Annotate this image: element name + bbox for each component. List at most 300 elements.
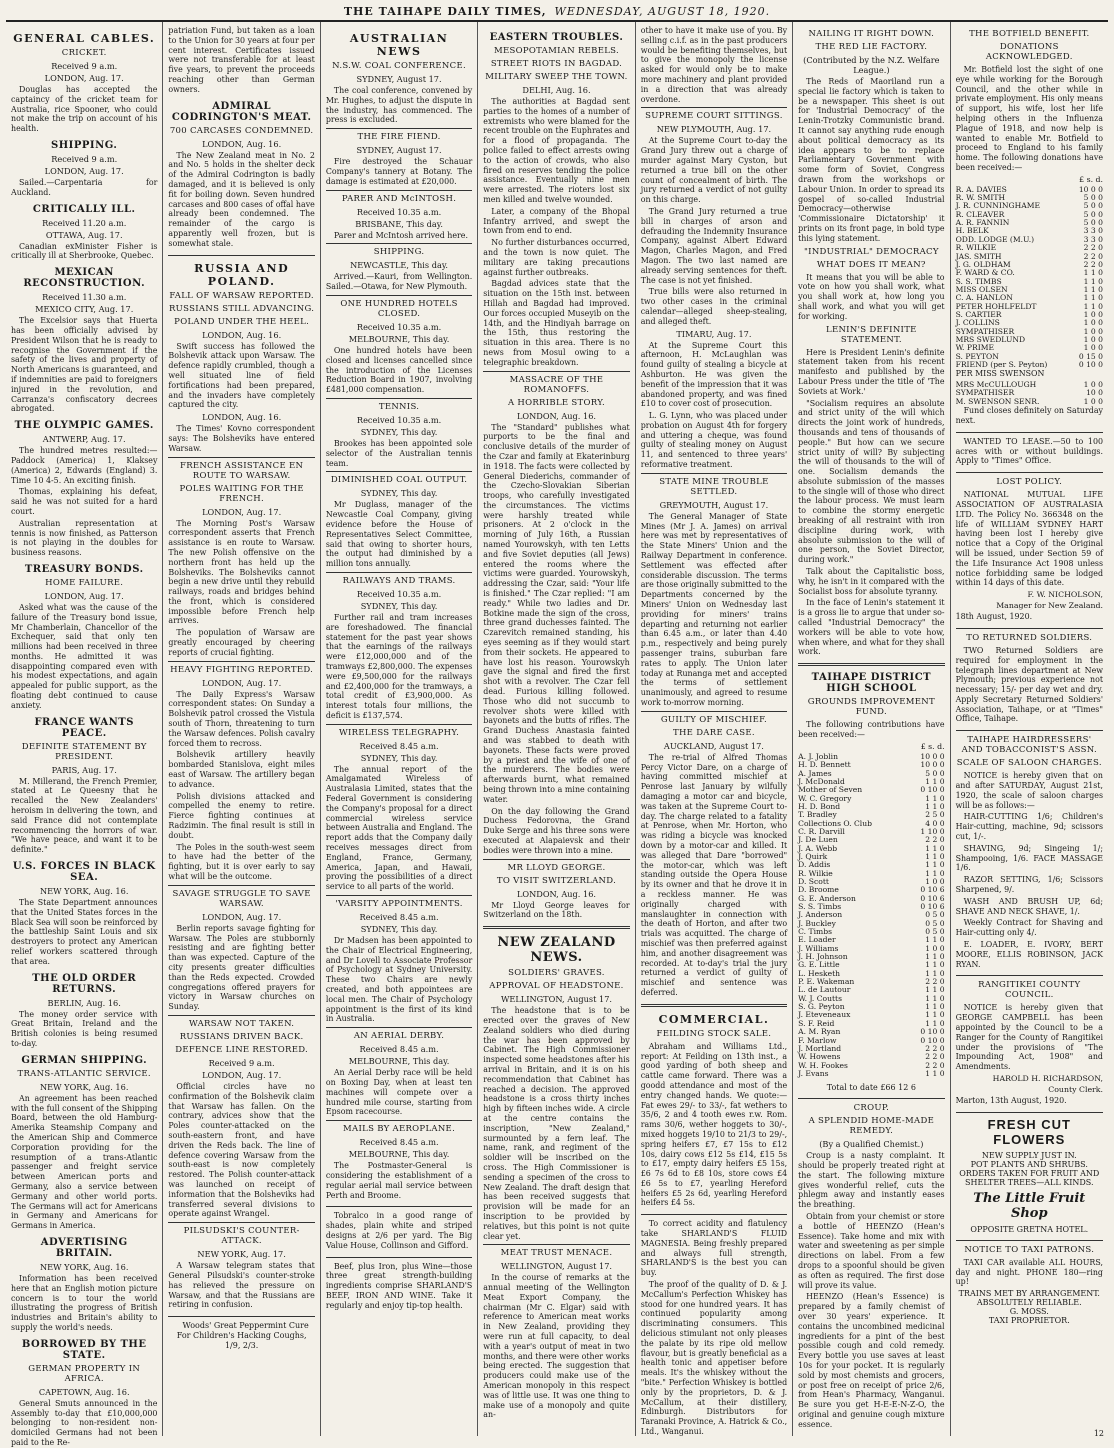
dateline: NEW YORK, Aug. 17.: [197, 1249, 286, 1260]
donor-name: J. COLLINS: [955, 318, 1000, 328]
headline: RUSSIA AND POLAND.: [194, 261, 290, 288]
donation-amount: 10 0: [1086, 388, 1103, 398]
headline: DIMINISHED COAL OUTPUT.: [326, 471, 472, 485]
donation-amount: 2 2 0: [925, 1043, 945, 1053]
donation-amount: 1 1 0: [1083, 284, 1103, 294]
donation-amount: 2 5 0: [925, 810, 945, 820]
article-text: The authorities at Bagdad sent parties to the homes of a number of extremists who were blamed for the recent trouble on the Euphrates and for a flood of propaganda. The police failed to effect arrests owing to the action of crowds, who also fired on reserves tending the police assistance. Eventually nine men were arrested. The rioters lost six men killed and twelve wounded.: [483, 97, 630, 204]
donation-amount: 1 1 0: [925, 776, 945, 786]
donor-name: R. CLEAVER: [955, 209, 1005, 219]
received-time: Received 9 a.m.: [51, 61, 118, 71]
subheadline: DONATIONS ACKNOWLEDGED.: [985, 42, 1073, 62]
headline: FRANCE WANTS PEACE.: [34, 716, 134, 739]
dateline: CAPETOWN, Aug. 16.: [38, 1386, 130, 1397]
article-text: The "Standard" publishes what purports to be the final and conclusive details of the murder of the Czar and family at Ekaterinburg in 1918. The facts were collected by General Diederichs, commander of the Czecho-Slovakian Siberian troops, who carefully investigated the circumstances. The victims were harshly treated while prisoners. At 2 o'clock in the morning of July 16th, a Russian named Yourowskyh, with ten Letts and five Soviet deputies (all Jews) entered the rooms where the victims were guarded. Yourowskyh, addressing the Czar, said: "Your life is finished." The Czar replied: "I am ready." While two ladies and Dr. Botkine made the sign of the cross, three grand duchesses fainted. The Czarevitch remained standing, his eyes seeming as if they would start from their sockets. He appeared to have lost his reason. Yourowskyh gave the signal and fired the first shot with a revolver. The Czar fell dead. Furious killing followed. Those who did not succumb to revolver shots were killed with bayonets and the butts of rifles. The Grand Duchess Anastasia fainted and was stabbed to death with bayonets. These facts were proved by a priest and the wife of one of the murderers. The bodies were afterwards burnt, what remained being thrown into a mine containing water.: [483, 422, 630, 804]
advertisement: Tobralco in a good range of shades, plain white and striped designs at 2/6 per yard. The Big Value House, Collinson and Gifford.: [325, 1211, 473, 1250]
article-text: Bagdad advices state that the situation on the 15th inst. between Hillah and Bagdad had improved. Our forces occupied Museyib on the 14th, and the Hindiyah barrage on the 15th, thus restoring the situation in this area. There is no news from Mosul owing to a telegraphic breakdown.: [483, 279, 630, 367]
dateline: LONDON, Aug. 16.: [202, 329, 282, 340]
article-text: The Times' Kovno correspondent says: The Bolsheviks have entered Warsaw.: [168, 424, 315, 453]
notice-text: WASH AND BRUSH UP, 6d; SHAVE AND NECK SHAVE, 1/.: [955, 896, 1103, 916]
table-row: [956, 398, 1103, 406]
byline: (By a Qualified Chemist.): [819, 1139, 924, 1150]
donation-amount: 1 1 0: [925, 868, 945, 878]
subheadline: HOME FAILURE.: [45, 577, 124, 588]
donation-amount: 10 0 0: [920, 760, 945, 770]
donor-name: L. de Lautour: [798, 985, 851, 995]
dateline: LONDON, Aug. 17.: [202, 506, 282, 517]
article-text: General Smuts announced in the Assembly to-day that £10,000,000 belonging to non-resident non-domiciled Germans had not been paid to the Re-: [11, 1398, 158, 1447]
donor-name: C. Timbs: [798, 927, 832, 937]
headline: THE OLD ORDER RETURNS.: [32, 972, 137, 995]
donor-name: A. M. Ryan: [798, 1027, 841, 1037]
headline: MASSACRE OF THE ROMANOFFS.: [483, 371, 629, 395]
table-row: [956, 361, 1103, 369]
divider: [641, 1004, 787, 1007]
donor-name: S. CARTIER: [955, 309, 1002, 319]
subheadline: 700 CARCASES CONDEMNED.: [169, 125, 314, 136]
donation-amount: 1 1 0: [925, 1068, 945, 1078]
dateline: AUCKLAND, August 17.: [663, 740, 764, 751]
divider: [326, 1257, 472, 1258]
shop-name: The Little Fruit Shop: [973, 1190, 1086, 1221]
dateline: LONDON, Aug. 16.: [516, 888, 597, 899]
headline: GERMAN SHIPPING.: [21, 1054, 148, 1066]
advertisement: Woods' Great Peppermint Cure For Children's Hacking Coughs, 1/9, 2/3.: [176, 1321, 309, 1350]
donation-amount: 1 0 0: [1083, 380, 1103, 390]
donor-name: S. S. Timbs: [798, 902, 842, 912]
dateline: SYDNEY, This day.: [360, 924, 438, 935]
ad-text: ORDERS TAKEN FOR FRUIT AND SHELTER TREES—ALL KINDS.: [959, 1168, 1100, 1187]
headline: THE FIRE FIEND.: [326, 128, 472, 142]
subheadline: A SPLENDID HOME-MADE REMEDY.: [808, 1116, 935, 1137]
donor-name: J. Mortland: [798, 1043, 842, 1053]
dateline: ANTWERP, Aug. 17.: [42, 434, 126, 445]
donation-amount: 1 1 0: [925, 952, 945, 962]
donation-amount: 0 10 0: [920, 785, 945, 795]
donor-name: F. WARD & CO.: [955, 268, 1015, 278]
dateline: LONDON, Aug. 17.: [44, 165, 124, 176]
dateline: WELLINGTON, August 17.: [500, 1261, 613, 1272]
dateline: MELBOURNE, This day.: [348, 333, 450, 344]
donation-amount: 2 2 0: [1083, 243, 1103, 253]
donor-name: Mother of Seven: [798, 785, 863, 795]
dateline: LONDON, Aug. 17.: [44, 590, 124, 601]
donation-amount: 0 5 0: [925, 918, 945, 928]
donor-name: H. D. Bond: [798, 801, 841, 811]
headline: SHIPPING.: [51, 139, 118, 151]
donation-amount: 0 5 0: [925, 910, 945, 920]
donation-amount: 10 0 0: [1078, 184, 1103, 194]
donation-amount: 1 1 0: [925, 993, 945, 1003]
headline: FRENCH ASSISTANCE EN ROUTE TO WARSAW.: [168, 457, 314, 481]
column-1: [6, 22, 163, 1447]
headline: PILSUDSKI'S COUNTER-ATTACK.: [168, 1222, 314, 1246]
headline: EASTERN TROUBLES.: [489, 32, 624, 43]
headline: THE OLYMPIC GAMES.: [14, 420, 154, 432]
signature: E. LOADER, E. IVORY, BERT MOORE, ELLIS ROBINSON, JACK RYAN.: [955, 940, 1103, 969]
donor-name: J. McDonald: [798, 776, 845, 786]
headline: RANGITIKEI COUNTY COUNCIL.: [978, 980, 1081, 1001]
article-text: The Morning Post's Warsaw correspondent asserts that French assistance is en route to Warsaw. The new Polish offensive on the northern front has held up the Bolsheviks. The Bolsheviks cannot begin a new drive until they rebuild railways, roads and bridges behind the front, which is considered impossible before French help arrives.: [168, 518, 315, 626]
donor-name: J. R. CUNNINGHAME: [955, 201, 1041, 211]
donation-amount: 10 0 0: [920, 751, 945, 761]
donor-name: Collections O. Club: [798, 818, 872, 828]
donor-name: D. Scott: [798, 876, 829, 886]
article-text: Croup is a nasty complaint. It should be properly treated right at the start. The following mixture gives wonderful relief, cuts the phlegm away and instantly eases the breathing.: [798, 1151, 945, 1210]
dateline: OTTAWA, Aug. 17.: [45, 229, 123, 240]
donation-amount: 5 0 0: [1083, 218, 1103, 228]
donor-name: FRIEND (per S. Peyton): [955, 359, 1048, 369]
subheadline: A HORRIBLE STORY.: [507, 397, 606, 408]
donor-name: C. R. Darvill: [798, 826, 845, 836]
donation-amount: 5 0 0: [1083, 193, 1103, 203]
article-text: The New Zealand meat in No. 2 and No. 5 holds in the shelter deck of the Admiral Codrington is badly damaged, and it is believed is only fit for boiling down. Seven hundred carcases and 800 cases of offal have already been condemned. The remainder of the cargo is apparently well frozen, but is somewhat stale.: [168, 150, 315, 248]
article-text: An Aerial Derby race will be held on Boxing Day, when at least ten machines will compete over a hundred mile course, starting from Epsom racecourse.: [325, 1068, 473, 1117]
divider: [956, 432, 1103, 433]
headline: NOTICE TO TAXI PATRONS.: [964, 1244, 1095, 1255]
subheadline: POLES WAITING FOR THE FRENCH.: [179, 483, 304, 504]
article-text: Information has been received here that an English motion picture concern is to tour the world illustrating the progress of British industries and Britain's ability to supply the world's needs.: [11, 1273, 158, 1332]
article-text: Fire destroyed the Schauar Company's tannery at Botany. The damage is estimated at £20,000.: [325, 157, 473, 186]
article-text: Brookes has been appointed sole selector of the Australian tennis team.: [325, 438, 473, 468]
headline: TAIHAPE DISTRICT HIGH SCHOOL: [811, 672, 932, 695]
article-text: Mr Duglass, manager of the Newcastle Coal Company, giving evidence before the House of Representatives Select Committee, said that owing to shorter hours, the output had diminished by a million tons annually.: [325, 500, 473, 569]
article-text: The Postmaster-General is considering the establishment of a regular aerial mail service between Perth and Broome.: [325, 1161, 473, 1200]
ad-text: TAXI CAR available ALL HOURS, day and night. PHONE 180—ring up!: [955, 1257, 1103, 1287]
headline: CRITICALLY ILL.: [32, 203, 136, 215]
article-text: Further rail and tram increases are foreshadowed. The financial statement for the past year shows that the earnings of the railways were £12,000,000 and of the tramways £2,800,000. The expenses were £9,500,000 for the railways and £2,400,000 for the tramways, a total credit of £3,900,000. As interest totals four millions, the deficit is £137,574.: [325, 612, 473, 720]
article-text: Parer and McIntosh arrived here.: [333, 230, 468, 240]
donor-name: JAS. SMITH: [955, 251, 1002, 261]
received-time: Received 10.35 a.m.: [356, 321, 442, 332]
article-text: Canadian exMinister Fisher is critically ill at Sherbrooke, Quebec.: [11, 241, 158, 261]
dateline: SYDNEY, This day.: [360, 752, 438, 763]
donor-name: S. S. TIMBS: [955, 276, 1002, 286]
headline: GUILTY OF MISCHIEF.: [641, 711, 787, 725]
dateline: BERLIN, Aug. 16.: [47, 997, 121, 1008]
subheadline: APPROVAL OF HEADSTONE.: [489, 981, 624, 992]
section-title: GENERAL CABLES.: [13, 32, 156, 45]
donor-name: MRS McCULLOUGH: [955, 380, 1037, 390]
donations-table: [956, 186, 1103, 370]
signature: County Clerk.: [1048, 1085, 1103, 1094]
donor-name: H. D. Bennett: [798, 760, 851, 770]
article-text: Douglas has accepted the captaincy of the cricket team for Australia, rice Spooner, who could not make the trip on account of his health.: [11, 85, 158, 134]
signature: G. MOSS.: [1009, 1307, 1049, 1317]
article-text: Sailed.—Carpentaria for Auckland.: [11, 177, 158, 197]
donor-name: A. R. FANNIN: [955, 218, 1010, 228]
notice-text: NATIONAL MUTUAL LIFE ASSOCIATION OF AUSTRALASIA LTD. The Policy No. 366348 on the life of WILLIAM SYDNEY HART having been lost I hereby give notice that a Copy of the Original will be issued, under Section 59 of the Life Insurance Act 1908 unless notice forbidding same be lodged within 14 days of this date.: [955, 490, 1103, 588]
dateline: LONDON, Aug. 16.: [202, 412, 282, 423]
donor-name: S. G. Peyton: [798, 1002, 845, 1012]
notice-date: 18th August, 1920.: [955, 612, 1033, 622]
donation-amount: 1 1 0: [925, 801, 945, 811]
donor-name: W. H. Fookes: [798, 1060, 848, 1070]
donor-name: F. Marlow: [798, 1035, 837, 1045]
received-time: Received 8.45 a.m.: [359, 740, 439, 751]
article-text: Mr. Botfield lost the sight of one eye while working for the Borough Council, and the other while in private employment. His only means of support, his wife, lost her life helping others in the Influenza Plague of 1918, and now help is wanted to enable Mr. Botfield to proceed to England to his family home. The following donations have been received:—: [955, 65, 1103, 172]
donor-name: S. PEYTON: [955, 351, 999, 361]
received-time: Received 9 a.m.: [208, 1057, 275, 1068]
donor-name: J. G. OLDHAM: [955, 259, 1011, 269]
donation-amount: 1 1 0: [925, 851, 945, 861]
subheadline: MILITARY SWEEP THE TOWN.: [485, 72, 628, 82]
headline: SUPREME COURT SITTINGS.: [641, 107, 787, 121]
article-text: Bolshevik artillery heavily bombarded Stanislova, eight miles east of Warsaw. The artillery began to advance.: [168, 750, 315, 789]
divider: [798, 1098, 944, 1099]
dateline: SYDNEY, This day.: [360, 426, 438, 437]
dateline: NEW PLYMOUTH, Aug. 17.: [656, 124, 772, 135]
headline: TENNIS.: [326, 398, 472, 412]
donor-name: R. A. DAVIES: [955, 184, 1007, 194]
divider: [168, 1316, 314, 1317]
article-text: Here is President Lenin's definite statement taken from his recent manifesto and published by the Labour Press under the title of 'The Soviets at Work.': [798, 347, 945, 396]
headline: N.S.W. COAL CONFERENCE.: [332, 61, 466, 71]
donor-name: R. WILKIE: [955, 243, 997, 253]
divider: [798, 663, 944, 666]
donation-amount: 1 1 0: [925, 968, 945, 978]
article-text: One hundred hotels have been closed and licenses cancelled since the introduction of the Licenses Reduction Board in 1907, involving £481,000 compensation.: [325, 345, 473, 395]
donor-name: PETER HOHLFELDT: [955, 301, 1037, 311]
received-time: Received 11.30 a.m.: [42, 292, 127, 303]
ad-text: NEW SUPPLY JUST IN.: [981, 1150, 1077, 1160]
article-text: Asked what was the cause of the failure of the Treasury bond issue, Mr Chamberlain, Chancellor of the Exchequer, said that only ten millions had been received in three months. He admitted it was disappointing compared even with his modest expectations, and again appealed for public support, as the floating debt continued to cause anxiety.: [11, 602, 158, 710]
masthead: [6, 0, 1108, 22]
article-text: The coal conference, convened by Mr. Hughes, to adjust the dispute in the industry, has commenced. The press is excluded.: [325, 86, 473, 125]
subheadline: TO VISIT SWITZERLAND.: [496, 875, 617, 886]
donor-name: J. A. Webb: [798, 843, 838, 853]
shop-address: OPPOSITE GRETNA HOTEL.: [970, 1224, 1089, 1234]
donation-amount: 1 0 0: [1083, 396, 1103, 406]
article-text: Thomas, explaining his defeat, said he was not suited for a hard court.: [11, 487, 158, 516]
article-text: The population of Warsaw are greatly encouraged by cheering reports of crucial fighting.: [168, 628, 315, 657]
divider: [956, 472, 1103, 473]
subheadline: SOLDIERS' GRAVES.: [508, 968, 605, 979]
article-text: An agreement has been reached with the full consent of the Shipping Board, between the old Hamburg-Amerika Steamship Company and the American Ship and Commerce Corporation providing for the resumption of a trans-Atlantic passenger and freight service between American ports and Germany, also a service between Germany and other world ports. The Germans will act for Americans in Germany and Americans for Germans in America.: [11, 1093, 158, 1231]
donor-name: W. PRIME: [955, 343, 995, 353]
dateline: LONDON, Aug. 17.: [202, 677, 282, 688]
donor-name: G. E. Anderson: [798, 893, 856, 903]
donation-amount: 0 10 6: [920, 902, 945, 912]
signature: HAROLD H. RICHARDSON,: [992, 1074, 1103, 1083]
donor-name: G. E. Little: [798, 960, 840, 970]
divider: [956, 975, 1103, 976]
article-text: The money order service with Great Britain, Ireland and the British colonies is being resumed to-day.: [11, 1009, 158, 1049]
donation-amount: 1 0 0: [1083, 343, 1103, 353]
donor-name: SYMPATHISER: [955, 388, 1015, 398]
donor-name: J. H. Johnson: [798, 952, 848, 962]
dateline: NEWCASTLE, This day.: [350, 260, 448, 271]
donation-amount: 1 1 0: [925, 860, 945, 870]
article-text: In the course of remarks at the annual meeting of the Wellington Meat Export Company, the chairman (Mr C. Elgar) said with reference to American meat works in New Zealand, providing they were run at full capacity, to deal with a year's output of meat in two months, and there were other works being erected. The suggestion that producers could make use of the American monopoly in this respect was of little use. It was one thing to make use of a monopoly and quite an-: [483, 1273, 630, 1420]
article-text: The Daily Express's Warsaw correspondent states: On Sunday a Bolshevik patrol crossed the Vistula south of Thorn, threatening to turn the Warsaw defences. Polish cavalry forced them to recross.: [168, 689, 315, 748]
subheadline: "INDUSTRIAL" DEMOCRACY: [803, 246, 939, 257]
dateline: BRISBANE, This day.: [355, 218, 443, 229]
headline: U.S. FORCES IN BLACK SEA.: [12, 861, 156, 884]
article-text: Arrived.—Kauri, from Wellington. Sailed.—Otawa, for New Plymouth.: [325, 272, 473, 292]
donor-name: SYMPATHISER: [955, 326, 1015, 336]
headline: WARSAW NOT TAKEN.: [168, 1015, 314, 1029]
dateline: WELLINGTON, August 17.: [500, 994, 613, 1005]
dateline: MELBOURNE, This day.: [348, 1056, 450, 1067]
total-to-date: Total to date £66 12 6: [826, 1083, 916, 1093]
headline: MEAT TRUST MENACE.: [483, 1244, 629, 1258]
advertisement: To correct acidity and flatulency take SHARLAND'S FLUID MAGNESIA. Being freshly prepared and always full strength, SHARLAND'S is the best you can buy.: [640, 1219, 788, 1278]
subheadline: DEFENCE LINE RESTORED.: [175, 1044, 309, 1055]
article-text: Berlin reports savage fighting for Warsaw. The Poles are stubbornly resisting and are fighting better than was expected. Capture of the city presents greater difficulties than the Reds expected. Crowded congregations offered prayers for victory in Warsaw churches on Sunday.: [168, 923, 315, 1012]
donation-amount: 0 10 6: [920, 893, 945, 903]
donor-name: J. De Luen: [798, 835, 838, 845]
dateline: SYDNEY, This day.: [360, 600, 438, 611]
donation-amount: 0 10 0: [920, 1027, 945, 1037]
donation-amount: 1 0 0: [1083, 309, 1103, 319]
article-text: Official circles have no confirmation of the Bolshevik claim that Warsaw has fallen. On the contrary, advices show that the Poles counter-attacked on the south-eastern front, and have driven the Reds back. The line of defence covering Warsaw from the south-east is now completely restored. The Polish counter-attack was launched on receipt of information that the Bolsheviks had transferred several divisions to operate against Wrangel.: [168, 1081, 315, 1219]
subheadline: RUSSIANS DRIVEN BACK.: [179, 1031, 304, 1042]
subheadline: TRANS-ATLANTIC SERVICE.: [17, 1068, 151, 1079]
article-text: The Reds of Maoriland run a special lie factory which is taken to be a newspaper. This sheet is out for 'Industrial Democracy' of the Lenin-Trotzky Communistic brand. It cannot say anything rude enough about political democracy as its idea appears to be to replace Parliamentary Government with some form of Soviet, Congress drawn from the workshops or Labour Union. In order to spread its gospel of so-called Industrial Democracy—otherwise 'Commissionaire Dictatorship' it prints on its front page, in bold type this lying statement.: [798, 77, 945, 243]
donation-amount: 2 2 0: [1083, 251, 1103, 261]
section-title: AUSTRALIAN NEWS: [349, 32, 449, 58]
donation-amount: 1 1 0: [925, 935, 945, 945]
dateline: LONDON, Aug. 17.: [202, 911, 282, 922]
dateline: SYDNEY, August 17.: [356, 74, 442, 84]
headline: MR LLOYD GEORGE.: [483, 859, 629, 873]
headline: WIRELESS TELEGRAPHY.: [326, 724, 472, 738]
dateline: SYDNEY, August 17.: [356, 145, 442, 156]
donation-amount: 2 2 0: [925, 835, 945, 845]
article-text: The re-trial of Alfred Thomas Percy Victor Dare, on a charge of having committed mischief at Penrose last January by wilfully damaging a motor car and bicycle, was taken at the Supreme Court to-day. The charge related to a fatality at Penrose, when Mr. Horton, who was riding a bicycle was knocked down by a motor-car and killed. It was alleged that Dare "borrowed" the motor-car, which was left standing outside the Opera House by its owner and that he drove it in a reckless manner. He was originally charged with manslaughter in connection with the death of Horton, and after two trials was acquitted. The charge of mischief was then preferred against him, and another disagreement was recorded. At to-day's trial the jury returned a verdict of guilty of mischief and sentence was deferred.: [640, 752, 788, 997]
article-text: HEENZO (Hean's Essence) is prepared by a family chemist of over 30 years' experience. It contains the uncombined medicinal ingredients for a pint of the best possible cough and cold remedy. Every bottle you use saves at least 10s for your pocket. It is regularly sold by most chemists and grocers, or post free on receipt of price 2/6, from Hean's Pharmacy, Wanganui. Be sure you get H-E-E-N-Z-O, the original and genuine cough mixture essence.: [798, 1292, 945, 1429]
dateline: NEW YORK, Aug. 16.: [40, 886, 129, 897]
article-text: "Socialism requires an absolute and strict unity of the will which directs the joint work of hundreds, thousands and tens of thousands of people." But how can we secure strict unity of will? By subjecting the will of thousands to the will of one. Socialism demands the absolute submission of the masses to the single will of those who direct the labour process. We must learn to combine the stormy energetic breaking of all restraint with iron discipline during work, with absolute submission to the will of one person, the Soviet Director, during work.": [798, 398, 945, 565]
donor-name: D. Addis: [798, 860, 831, 870]
headline: THE BOTFIELD BENEFIT.: [969, 29, 1090, 39]
headline: BORROWED BY THE STATE.: [21, 1338, 147, 1361]
divider: [326, 1206, 472, 1207]
headline: AN AERIAL DERBY.: [326, 1027, 472, 1041]
article-text: patriation Fund, but taken as a loan to the Union for 30 years at four per cent interest. Certificates issued were not transferable for at least five years, to prevent the proceeds reaching other than German owners.: [168, 26, 315, 94]
donor-name: J. Quirk: [798, 851, 828, 861]
article-text: The State Department announces that the United States forces in the Black Sea will soon be reinforced by the battleship Saint Louis and six destroyers to protect any American relief workers scattered through that area.: [11, 898, 158, 966]
article-text: Polish divisions attacked and compelled the enemy to retire. Fierce fighting continues at Radzimin. The final result is still in doubt.: [168, 791, 315, 840]
donation-amount: 1 1 0: [1083, 268, 1103, 278]
ad-headline: FRESH CUT FLOWERS: [987, 1116, 1071, 1147]
received-time: Received 9 a.m.: [51, 153, 118, 164]
notice-text: NOTICE is hereby given that GEORGE CAMPBELL has been appointed by the Council to be a Ranger for the County of Rangitikei under the provisions of "The Impounding Act, 1908" and Amendments.: [955, 1003, 1103, 1072]
subheadline: SCALE OF SALOON CHARGES.: [956, 758, 1102, 769]
donor-name: P. E. Wakeman: [798, 977, 855, 987]
received-time: Received 10.35 a.m.: [356, 206, 442, 217]
article-text: Abraham and Williams Ltd., report: At Feilding on 13th inst., a good yarding of both sheep and cattle came forward. There was a goodd attendance and most of the entry changed hands. We quote:—Fat ewes 29/- to 33/-, fat wethers to 35/6, 2 and 4 tooth ewes r.w. Rom. rams 30/6, wether hoggets to 30/-, mixed hoggets 19/10 to 21/3 to 29/-, spring heifers £7, £7 15s to £12 10s, dairy cows £12 5s £14, £15 5s to £17, empty dairy heifers £5 15s, £6 7s 6d to £8 10s, store cows £4 £6 5s to £7, yearling Hereford heifers £5 2s 6d, yearling Hereford heifers £4 5s.: [640, 1041, 788, 1208]
notice-text: Weekly Contract for Shaving and Hair-cutting only 4/.: [955, 918, 1103, 938]
donation-amount: 0 5 0: [925, 927, 945, 937]
byline: (Contributed by the N.Z. Welfare League.): [803, 55, 940, 75]
column-5: [636, 22, 793, 1436]
donation-amount: 1 1 0: [925, 843, 945, 853]
article-text: Mr Lloyd George leaves for Switzerland on the 18th.: [483, 900, 630, 920]
divider: [641, 1214, 787, 1215]
article-text: Australian representation at tennis is now finished, as Patterson is not playing in the doubles for business reasons.: [11, 518, 158, 558]
article-text: The following contributions have been received:—: [798, 720, 945, 740]
donations-table-2: [956, 381, 1103, 406]
donation-amount: 0 10 0: [1078, 359, 1103, 369]
article-text: The Poles in the south-west seem to have had the better of the fighting, but it is over early to say what will be the outcome.: [168, 842, 315, 882]
article-text: L. G. Lynn, who was placed under probation on August 4th for forgery and uttering a cheque, was found guilty of stealing money on August 11, and sentenced to three years' reformative treatment.: [640, 411, 788, 470]
dateline: MEXICO CITY, Aug. 17.: [35, 304, 134, 315]
headline: CROUP.: [853, 1103, 890, 1114]
donation-amount: 1 0 0: [925, 876, 945, 886]
donation-amount: 0 15 0: [1078, 351, 1103, 361]
divider: [956, 628, 1103, 629]
donor-name: ODD. LODGE (M.U.): [955, 234, 1035, 244]
dateline: NEW YORK, Aug. 16.: [40, 1261, 129, 1272]
donor-name: M. SWENSON SENR.: [955, 396, 1040, 406]
article-text: The hundred metres resulted:—Paddock (America) 1, Klaksey (America) 2, Edwards (England) 3. Time 10 4-5. An exciting finish.: [11, 446, 158, 485]
donor-name: R. Wilkie: [798, 868, 833, 878]
donation-amount: 1 10 0: [920, 826, 945, 836]
subheadline: THE RED LIE FACTORY.: [815, 42, 928, 52]
dateline: GREYMOUTH, August 17.: [659, 499, 769, 510]
article-text: It means that you will be able to vote on how you shall work, what you shall work at, how long you shall work, and what you will get for working.: [798, 272, 945, 321]
donation-amount: 5 0 0: [925, 768, 945, 778]
divider: [956, 1112, 1103, 1113]
article-text: The Excelsior says that Huerta has been officially advised by President Wilson that he is ready to recognise the Government if the safety of the lives and property of North Americans is guaranteed, and if indemnities are paid to foreigners injured in the revolution, and Carranza's confiscatory decrees abrogated.: [11, 316, 158, 414]
article-text: Fund closes definitely on Saturday next.: [955, 406, 1103, 425]
headline: RAILWAYS AND TRAMS.: [326, 572, 472, 586]
ad-text: ABSOLUTELY RELIABLE.: [976, 1298, 1082, 1308]
article-text: Obtain from your chemist or store a bottle of HEENZO (Hean's Essence). Take home and mix with water and sweetening as per simple directions on label. From a few drops to a spoonful should be given as often as required. The first dose will prove its value.: [798, 1212, 945, 1290]
signature: Manager for New Zealand.: [996, 601, 1103, 611]
article-text: The annual report of the Amalgamated Wireless of Australasia Limited, states that the Federal Government is considering the Company's proposal for a direct commercial wireless service between Australia and England. The report adds that the Company daily receives messages direct from England, France, Germany, America, Japan, and Hawaii, proving the possibilities of a direct service to all parts of the world.: [325, 764, 473, 892]
headline: HEAVY FIGHTING REPORTED.: [168, 661, 314, 675]
donation-amount: 2 2 0: [925, 1052, 945, 1062]
donor-name: R. W. SMITH: [955, 193, 1006, 203]
article-text: The headstone that is to be erected over the graves of New Zealand soldiers who died during the war has been approved by Cabinet. The High Commissioner inspected some headstones after his arrival in Britain, and it is on his recommendation that Cabinet has reached a decision. The approved headstone is a cross thirty inches high by fifteen inches wide. A circle at the centre contains the inscription, "New Zealand," surmounted by a fern leaf. The name, rank, and regiment of the soldier will be inscribed on the cross. The High Commissioner is sending a specimen of the cross to New Zealand. The draft design that has been received suggests that provision will be made for an inscription to be provided by relatives, but this point is not quite clear yet.: [483, 1006, 630, 1241]
dateline: LONDON, Aug. 16.: [202, 138, 282, 149]
received-time: Received 10.35 a.m.: [356, 588, 442, 599]
dateline: LONDON, Aug. 16.: [516, 410, 597, 421]
donor-name: W. J. Coutts: [798, 993, 842, 1003]
donation-amount: 1 1 0: [925, 985, 945, 995]
notice-text: NOTICE is hereby given that on and after SATURDAY, August 21st, 1920, the scale of saloon charges will be as follows:—: [955, 771, 1103, 810]
donation-amount: 1 0 0: [1083, 334, 1103, 344]
donation-amount: 1 1 0: [1083, 293, 1103, 303]
donation-amount: 1 0 0: [1083, 326, 1103, 336]
subheadline: DEFINITE STATEMENT BY PRESIDENT.: [21, 741, 147, 762]
subheadline: MESOPOTAMIAN REBELS.: [493, 46, 619, 56]
donation-amount: 1 1 0: [925, 1018, 945, 1028]
article-text: At the Supreme Court this afternoon, H. McLaughlan was found guilty of stealing a bicycle at Ashburton. He was given the benefit of the impression that it was abandoned property, and was fined £10 to cover cost of prosecution.: [640, 340, 788, 409]
donor-name: J. Anderson: [798, 910, 843, 920]
received-time: Received 10.35 a.m.: [356, 414, 442, 425]
headline: ADMIRAL CODRINGTON'S MEAT.: [171, 100, 312, 123]
donation-amount: 5 0 0: [1083, 201, 1103, 211]
donation-amount: 1 1 0: [925, 793, 945, 803]
divider: [483, 926, 629, 929]
headline: SHIPPING.: [326, 243, 472, 257]
article-text: No further disturbances occurred, and the town is now quiet. The military are taking precautions against further outbreaks.: [483, 238, 630, 277]
notice-text: RAZOR SETTING, 1/6; Scissors Sharpened, 9/.: [955, 875, 1103, 895]
donor-name: T. Bradley: [798, 810, 837, 820]
headline: MEXICAN RECONSTRUCTION.: [23, 267, 146, 290]
signature: F. W. NICHOLSON,: [1027, 590, 1103, 600]
article-text: M. Millerand, the French Premier, stated at Le Queesny that he recalled the New Zealanders' heroism in delivering the town, and said France did not contemplate recommencing the horrors of war. "We have peace, and want it to be definite.": [11, 776, 158, 855]
section-title: COMMERCIAL.: [658, 1012, 770, 1026]
headline: LOST POLICY.: [996, 477, 1063, 488]
headline: NAILING IT RIGHT DOWN.: [808, 29, 935, 39]
subheadline: LENIN'S DEFINITE STATEMENT.: [826, 324, 917, 345]
donor-name: J. Buckley: [798, 918, 836, 928]
